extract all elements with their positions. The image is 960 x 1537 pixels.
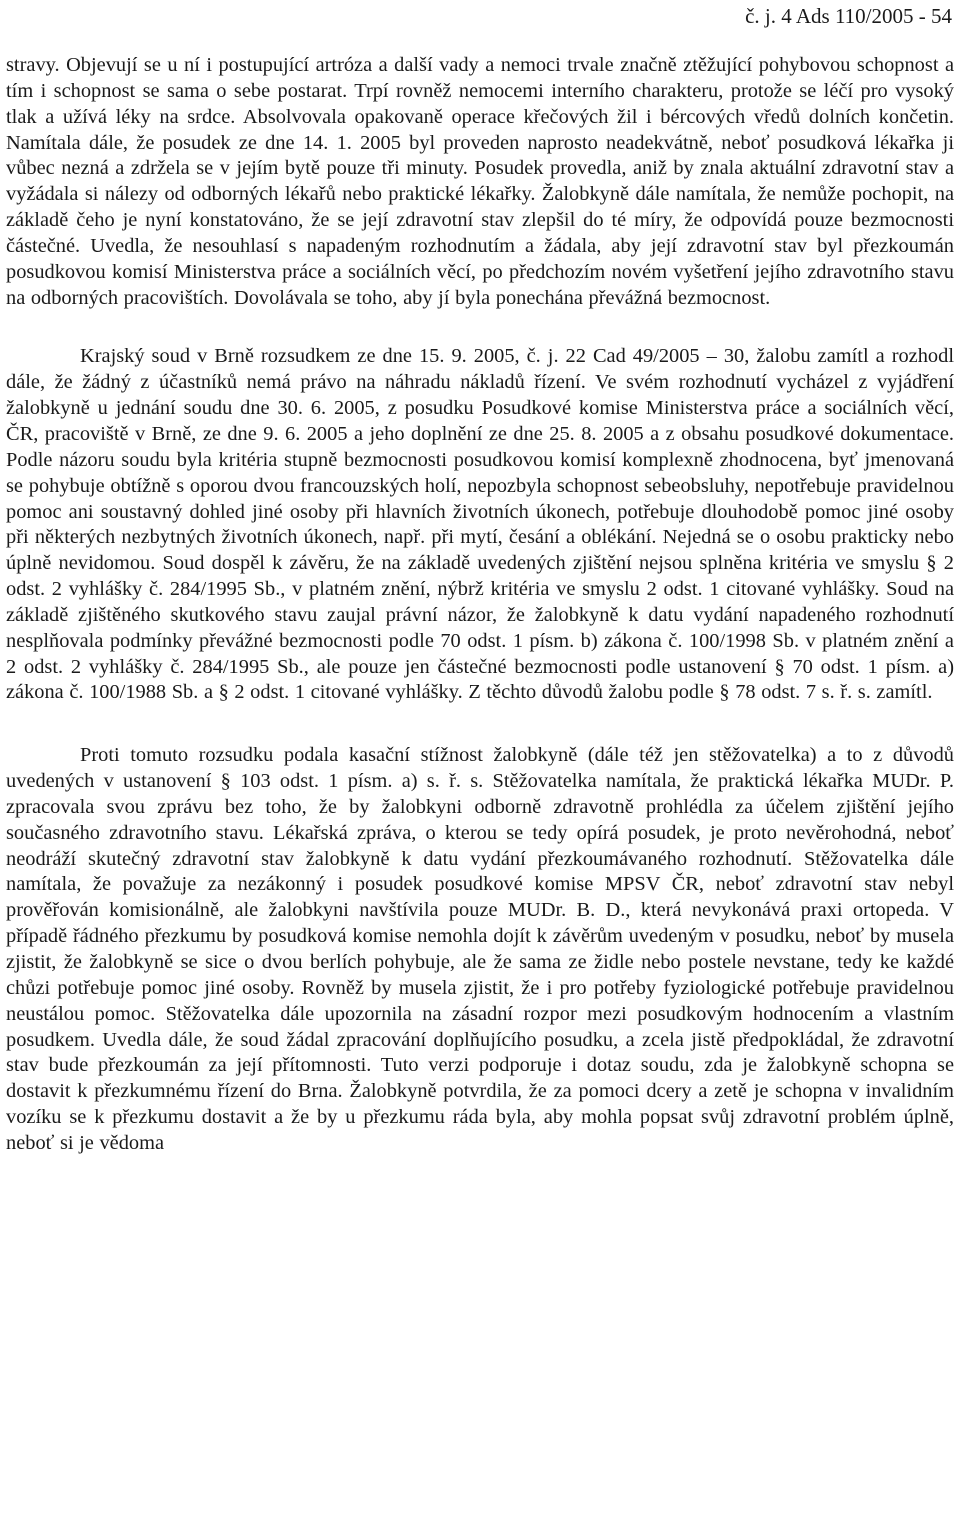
paragraph-3: Proti tomuto rozsudku podala kasační stížnost žalobkyně (dále též jen stěžovatelka) a to z důvodů uvedených v ustanovení § 103 odst. 1 písm. a) s. ř. s. Stěžovatelka namítala, že praktická lékařka MUDr. P. zpracovala svou zprávu bez toho, že by žalobkyni odborně zdravotně prohlédla za účelem zjištění jejího současného zdravotního stavu. Lékařská zpráva, o kterou se tedy opírá posudek, je proto nevěrohodná, neboť neodráží skutečný zdravotní stav žalobkyně k datu vydání přezkoumávaného rozhodnutí. Stěžovatelka dále namítala, že považuje za nezákonný i posudek posudkové komise MPSV ČR, neboť zdravotní stav nebyl prověřován komisionálně, ale žalobkyni navštívila pouze MUDr. B. D., která nevykonává praxi ortopeda. V případě řádného přezkumu by posudková komise nemohla dojít k závěrům uvedeným v posudku, neboť by musela zjistit, že žalobkyně se sice o dvou berlích pohybuje, ale že sama ze židle nebo postele nevstane, tedy ke každé chůzi potřebuje pomoc jiné osoby. Rovněž by musela zjistit, že i pro potřeby fyziologické potřebuje pravidelnou neustálou pomoc. Stěžovatelka dále upozornila na zásadní rozpor mezi posudkovým hodnocením a vlastním posudkem. Uvedla dále, že soud žádal zpracování doplňujícího posudku, a zcela jistě předpokládal, že zdravotní stav bude přezkoumán za její přítomnosti. Tuto verzi podporuje i dotaz soudu, zda je žalobkyně schopna se dostavit k přezkumnému řízení do Brna. Žalobkyně potvrdila, že za pomoci dcery a zetě je schopna v invalidním vozíku se k přezkumu dostavit a že by u přezkumu ráda byla, aby mohla popsat svůj zdravotní problém úplně, neboť si je vědoma bbox=[6, 744, 954, 1154]
case-number: č. j. 4 Ads 110/2005 - 54 bbox=[745, 4, 952, 28]
document-body bbox=[6, 53, 954, 1157]
paragraph-2: Krajský soud v Brně rozsudkem ze dne 15. 9. 2005, č. j. 22 Cad 49/2005 – 30, žalobu zamítl a rozhodl dále, že žádný z účastníků nemá právo na náhradu nákladů řízení. Ve svém rozhodnutí vycházel z vyjádření žalobkyně u jednání soudu dne 30. 6. 2005, z posudku Posudkové komise Ministerstva práce a sociálních věcí, ČR, pracoviště v Brně, ze dne 9. 6. 2005 a jeho doplnění ze dne 25. 8. 2005 a z obsahu posudkové dokumentace. Podle názoru soudu byla kritéria stupně bezmocnosti posudkovou komisí komplexně zhodnocena, byť jmenovaná se pohybuje obtížně s oporou dvou francouzských holí, nepozbyla schopnost sebeobsluhy, nepotřebuje pravidelnou pomoc ani soustavný dohled jiné osoby při hlavních životních úkonech, potřebuje dlouhodobě pomoc jiné osoby při některých nezbytných životních úkonech, např. při mytí, česání a oblékání. Nejedná se o osobu prakticky nebo úplně nevidomou. Soud dospěl k závěru, že na základě uvedených zjištění nejsou splněna kritéria ve smyslu § 2 odst. 2 vyhlášky č. 284/1995 Sb., v platném znění, nýbrž kritéria ve smyslu 2 odst. 1 citované vyhlášky. Soud na základě zjištěného skutkového stavu zaujal právní názor, že žalobkyně k datu vydání napadeného rozhodnutí nesplňovala podmínky převážné bezmocnosti podle 70 odst. 1 písm. b) zákona č. 100/1998 Sb. v platném znění a 2 odst. 2 vyhlášky č. 284/1995 Sb., ale pouze jen částečné bezmocnosti podle ustanovení § 70 odst. 1 písm. a) zákona č. 100/1988 Sb. a § 2 odst. 1 citované vyhlášky. Z těchto důvodů žalobu podle § 78 odst. 7 s. ř. s. zamítl. bbox=[6, 345, 954, 704]
paragraph-1: stravy. Objevují se u ní i postupující artróza a další vady a nemoci trvale značně ztěžující pohybovou schopnost a tím i schopnost se sama o sebe postarat. Trpí rovněž nemocemi interního charakteru, protože se léčí pro vysoký tlak a užívá léky na srdce. Absolvovala opakovaně operace křečových žil i bércových vředů dolních končetin. Namítala dále, že posudek ze dne 14. 1. 2005 byl proveden naprosto neadekvátně, neboť posudková lékařka ji vůbec nezná a zdržela se v jejím bytě pouze tři minuty. Posudek provedla, aniž by znala aktuální zdravotní stav a vyžádala si nálezy od odborných lékařů nebo praktické lékařky. Žalobkyně dále namítala, že nemůže pochopit, na základě čeho je nyní konstatováno, že se její zdravotní stav zlepšil do té míry, že odpovídá pouze bezmocnosti částečné. Uvedla, že nesouhlasí s napadeným rozhodnutím a žádala, aby její zdravotní stav byl přezkoumán posudkovou komisí Ministerstva práce a sociálních věcí, po předchozím novém vyšetření jejího zdravotního stavu na odborných pracovištích. Dovolávala se toho, aby jí byla ponechána převážná bezmocnost. bbox=[6, 54, 954, 309]
paragraph-spacer bbox=[6, 311, 954, 344]
paragraph-spacer bbox=[6, 706, 954, 743]
